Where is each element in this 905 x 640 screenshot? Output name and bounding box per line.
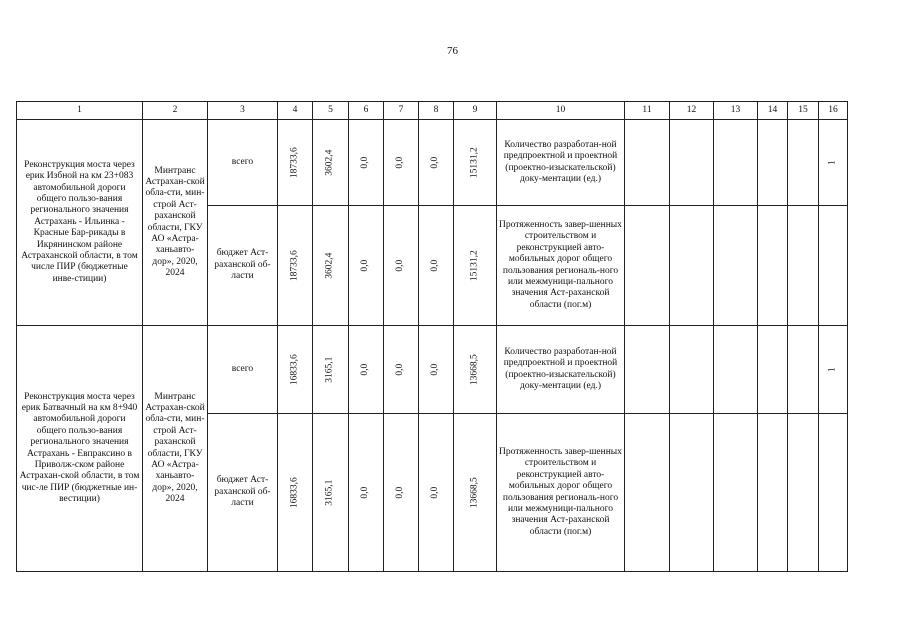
empty-cell xyxy=(625,206,670,326)
header-cell: 13 xyxy=(714,102,758,120)
value-c7: 0,0 xyxy=(395,363,406,376)
header-cell: 9 xyxy=(454,102,497,120)
value-c16: 1 xyxy=(827,367,838,372)
value-c7: 0,0 xyxy=(395,259,406,272)
header-cell: 3 xyxy=(208,102,278,120)
header-cell: 15 xyxy=(788,102,819,120)
header-cell: 12 xyxy=(670,102,714,120)
indicator-cell: Протяженность завер-шенных строительством и реконструкцией авто-мобильных дорог общего пользования региональ-ного или межмуници-пального значения Аст-раханской области (пог.м) xyxy=(497,206,625,326)
value-c4: 18733,6 xyxy=(289,147,300,178)
value-c5: 3165,1 xyxy=(324,356,335,383)
source-cell: всего xyxy=(208,326,278,414)
value-c7: 0,0 xyxy=(395,156,406,169)
indicator-cell: Количество разработан-ной предпроектной и проектной (проектно-изыскательской) доку-ментации (ед.) xyxy=(497,326,625,414)
value-c6: 0,0 xyxy=(360,156,371,169)
value-c5: 3602,4 xyxy=(324,149,335,176)
table-row xyxy=(17,120,848,206)
source-cell: бюджет Аст-раханской об-ласти xyxy=(208,206,278,326)
program-table xyxy=(16,101,848,572)
value-cell xyxy=(278,414,313,572)
empty-cell xyxy=(670,326,714,414)
value-cell xyxy=(313,414,349,572)
empty-cell xyxy=(714,326,758,414)
value-cell xyxy=(384,120,419,206)
header-cell: 4 xyxy=(278,102,313,120)
value-cell xyxy=(819,120,848,206)
empty-cell xyxy=(788,120,819,206)
empty-cell xyxy=(625,326,670,414)
header-row xyxy=(17,102,848,120)
value-c9: 15131,2 xyxy=(469,250,480,281)
value-cell xyxy=(349,206,384,326)
value-c8: 0,0 xyxy=(430,486,441,499)
value-cell xyxy=(384,414,419,572)
value-cell xyxy=(454,414,497,572)
header-cell: 8 xyxy=(419,102,454,120)
empty-cell xyxy=(670,120,714,206)
empty-cell xyxy=(788,414,819,572)
value-cell xyxy=(819,326,848,414)
page-number: 76 xyxy=(447,45,458,57)
header-cell: 14 xyxy=(758,102,788,120)
value-cell xyxy=(313,120,349,206)
value-c16: 1 xyxy=(827,160,838,165)
value-c9: 15131,2 xyxy=(469,147,480,178)
empty-cell xyxy=(819,206,848,326)
value-cell xyxy=(419,120,454,206)
value-cell xyxy=(278,120,313,206)
value-cell xyxy=(278,326,313,414)
source-cell: бюджет Аст-раханской об-ласти xyxy=(208,414,278,572)
value-cell xyxy=(454,206,497,326)
value-c4: 18733,6 xyxy=(289,250,300,281)
header-cell: 6 xyxy=(349,102,384,120)
value-cell xyxy=(313,326,349,414)
value-c6: 0,0 xyxy=(360,363,371,376)
executor-cell: Минтранс Астрахан-ской обла-сти, мин-строй Аст-раханской области, ГКУ АО «Астра-ханьавто-дор», 2020, 2024 xyxy=(143,120,208,326)
value-cell xyxy=(278,206,313,326)
empty-cell xyxy=(714,206,758,326)
indicator-cell: Протяженность завер-шенных строительством и реконструкцией авто-мобильных дорог общего пользования региональ-ного или межмуници-пального значения Аст-раханской области (пог.м) xyxy=(497,414,625,572)
value-c8: 0,0 xyxy=(430,363,441,376)
empty-cell xyxy=(714,120,758,206)
value-c6: 0,0 xyxy=(360,259,371,272)
value-c8: 0,0 xyxy=(430,259,441,272)
value-cell xyxy=(384,326,419,414)
empty-cell xyxy=(788,206,819,326)
table-row xyxy=(17,326,848,414)
empty-cell xyxy=(758,326,788,414)
value-cell xyxy=(349,414,384,572)
project-name-cell: Реконструкция моста через ерик Батвачный на км 8+940 автомобильной дороги общего пользо-вания регионального значения Астрахань - Евпраксино в Приволж-ском районе Астрахан-ской области, в том чис-ле ПИР (бюджетные ин-вестиции) xyxy=(17,326,143,572)
empty-cell xyxy=(819,414,848,572)
empty-cell xyxy=(670,206,714,326)
empty-cell xyxy=(758,414,788,572)
executor-cell: Минтранс Астрахан-ской обла-сти, мин-строй Аст-раханской области, ГКУ АО «Астра-ханьавто-дор», 2020, 2024 xyxy=(143,326,208,572)
value-cell xyxy=(454,120,497,206)
value-cell xyxy=(349,120,384,206)
value-c9: 13668,5 xyxy=(469,477,480,508)
header-cell: 16 xyxy=(819,102,848,120)
empty-cell xyxy=(714,414,758,572)
header-cell: 2 xyxy=(143,102,208,120)
header-cell: 11 xyxy=(625,102,670,120)
empty-cell xyxy=(670,414,714,572)
header-cell: 7 xyxy=(384,102,419,120)
value-c7: 0,0 xyxy=(395,486,406,499)
value-cell xyxy=(419,414,454,572)
empty-cell xyxy=(788,326,819,414)
value-c6: 0,0 xyxy=(360,486,371,499)
value-c5: 3602,4 xyxy=(324,252,335,279)
header-cell: 1 xyxy=(17,102,143,120)
value-cell xyxy=(384,206,419,326)
project-name-cell: Реконструкция моста через ерик Избной на км 23+083 автомобильной дороги общего пользо-вания регионального значения Астрахань - Ильинка - Красные Бар-рикады в Икрянинском районе Астраханской области, в том числе ПИР (бюджетные инве-стиции) xyxy=(17,120,143,326)
value-cell xyxy=(419,206,454,326)
value-cell xyxy=(313,206,349,326)
value-cell xyxy=(419,326,454,414)
value-c4: 16833,6 xyxy=(289,477,300,508)
empty-cell xyxy=(758,206,788,326)
empty-cell xyxy=(625,414,670,572)
source-cell: всего xyxy=(208,120,278,206)
value-c9: 13668,5 xyxy=(469,354,480,385)
indicator-cell: Количество разработан-ной предпроектной и проектной (проектно-изыскательской) доку-ментации (ед.) xyxy=(497,120,625,206)
value-cell xyxy=(349,326,384,414)
value-c4: 16833,6 xyxy=(289,354,300,385)
empty-cell xyxy=(758,120,788,206)
header-cell: 5 xyxy=(313,102,349,120)
value-cell xyxy=(454,326,497,414)
empty-cell xyxy=(625,120,670,206)
header-cell: 10 xyxy=(497,102,625,120)
value-c5: 3165,1 xyxy=(324,479,335,506)
value-c8: 0,0 xyxy=(430,156,441,169)
